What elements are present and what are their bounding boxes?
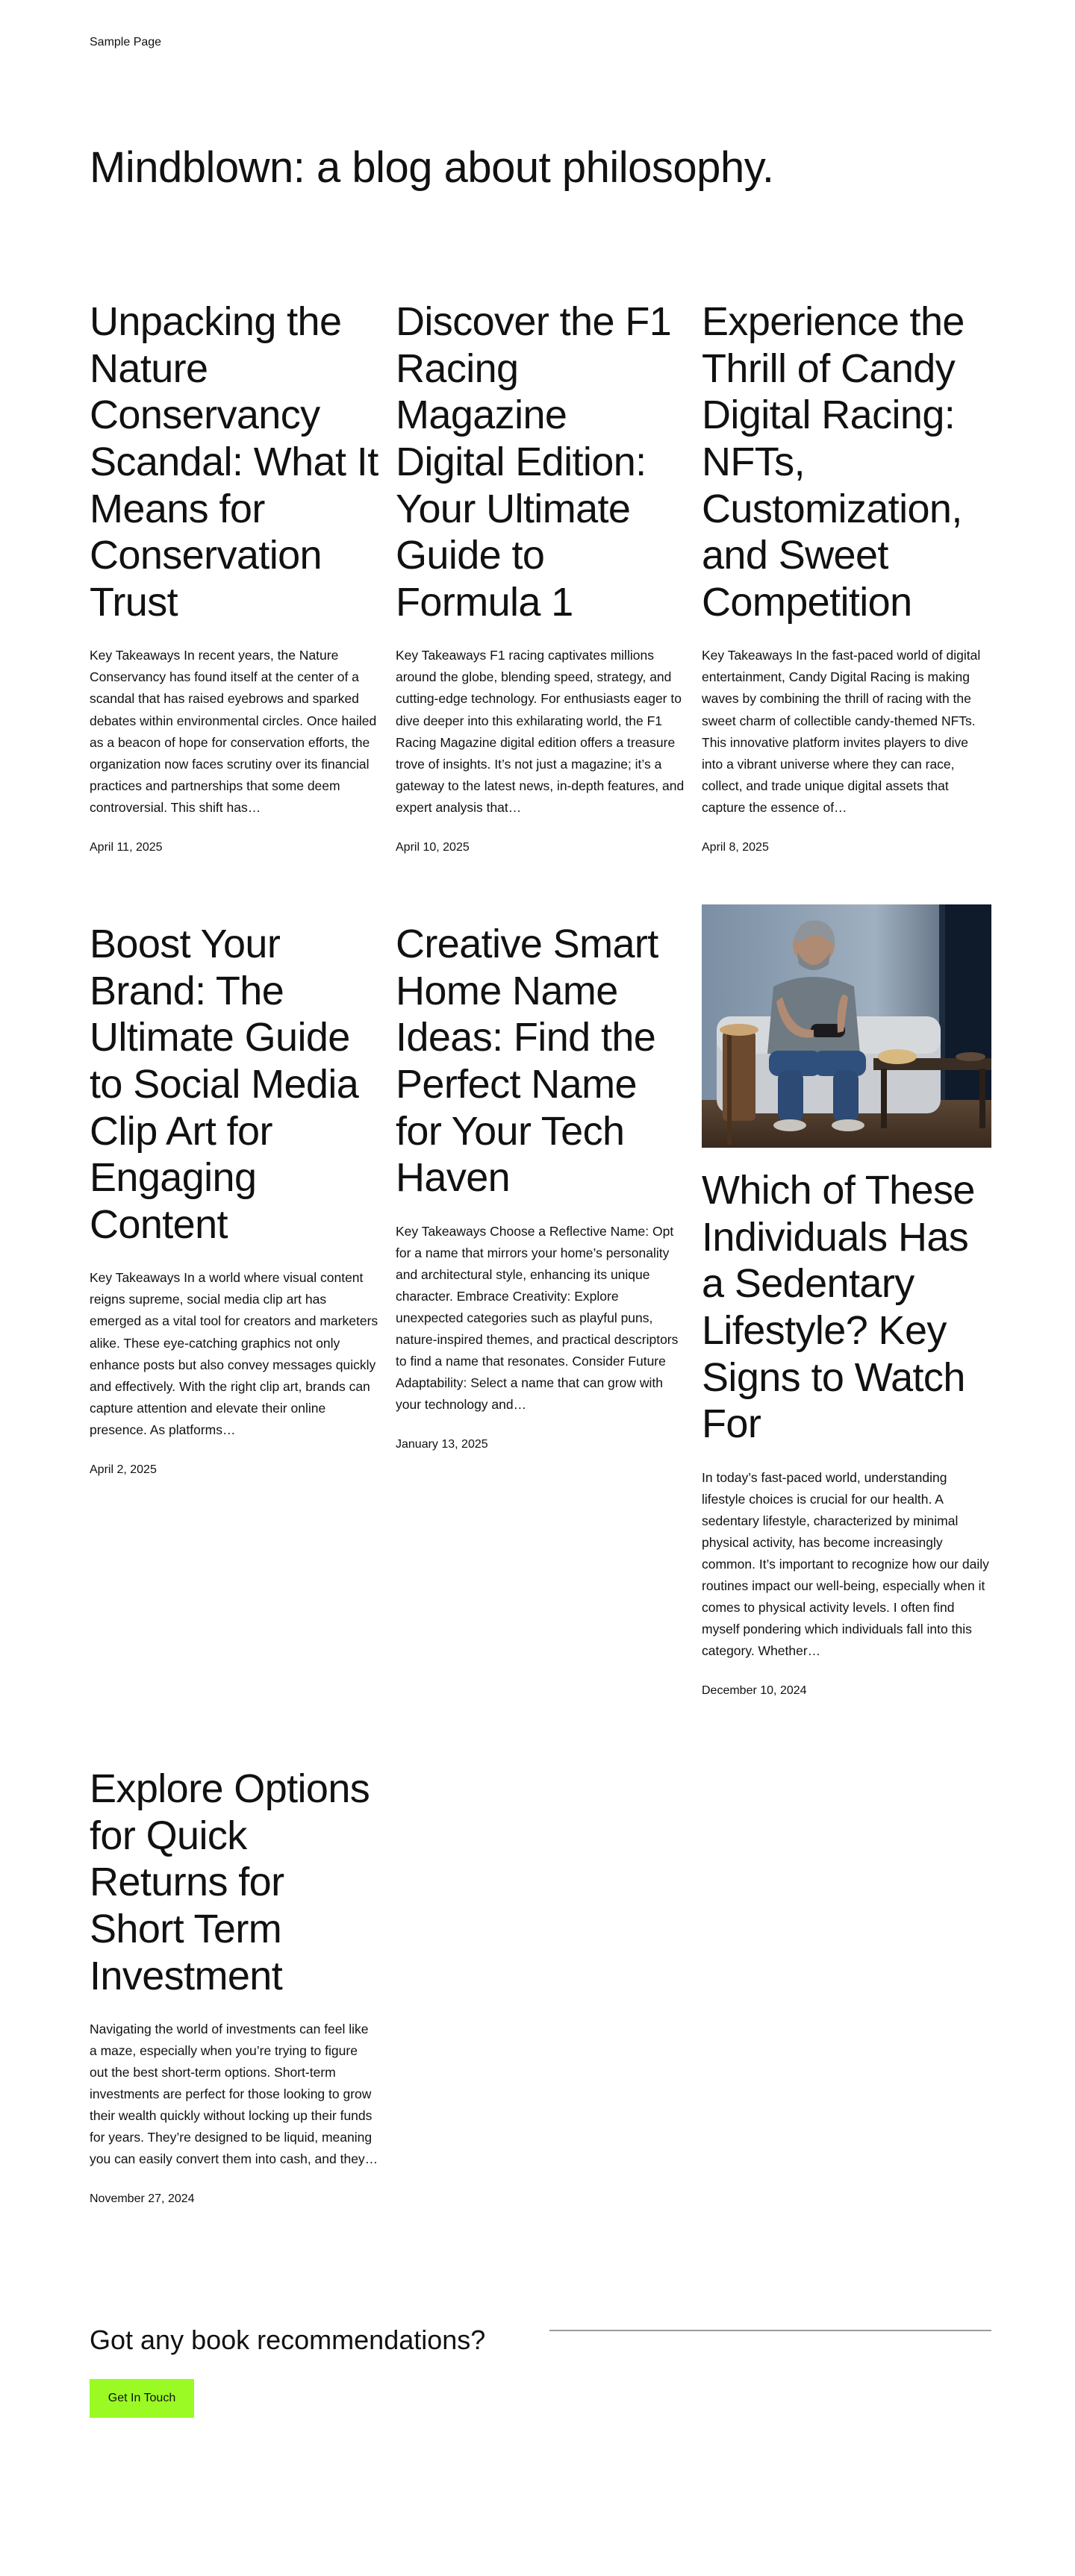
post-title-link[interactable]: Which of These Individuals Has a Sedentary Lifestyle? Key Signs to Watch For [702, 1168, 975, 1447]
post-excerpt: Key Takeaways Choose a Reflective Name: Opt for a name that mirrors your home’s personality and architectural style, enhancing its unique character. Embrace Creativity: Explore unexpected categories such as playful puns, nature-inspired themes, and practical descriptors to find a name that resonates. Consider Future Adaptability: Select a name that can grow with your technology and… [396, 1223, 679, 1413]
cta-title: Got any book recommendations? [90, 2325, 486, 2355]
post-title [702, 1167, 991, 1448]
cta-divider [549, 2330, 991, 2331]
post-excerpt: Navigating the world of investments can feel like a maze, especially when you’re trying to figure out the best short-term options. Short-term investments are perfect for those looking to grow their wealth quickly without locking up their funds for years. They’re designed to be liquid, meaning you can easily convert them into cash, and they… [90, 2022, 378, 2167]
post-date: April 11, 2025 [90, 840, 163, 854]
post-card [396, 298, 685, 854]
post-card [90, 921, 379, 1477]
post-card [396, 921, 685, 1451]
post-title [702, 298, 991, 625]
post-title-link[interactable]: Boost Your Brand: The Ultimate Guide to Social Media Clip Art for Engaging Content [90, 922, 359, 1247]
post-excerpt: Key Takeaways F1 racing captivates millions around the globe, blending speed, strategy, and cutting-edge technology. For enthusiasts eager to dive deeper into this exhilarating world, the F1 Racing Magazine digital edition offers a treasure trove of insights. It’s not just a magazine; it’s a gateway to the latest news, in-depth features, and expert analysis that… [396, 648, 685, 815]
post-excerpt: In today’s fast-paced world, understanding lifestyle choices is crucial for our health. A sedentary lifestyle, characterized by minimal physical activity, has become increasingly common. It’s important to recognize how our daily routines impact our well-being, especially when it comes to physical activity levels. I often find myself pondering which individuals fall into this category. Whether… [702, 1469, 989, 1659]
post-card [90, 298, 379, 854]
post-card [702, 298, 991, 854]
post-excerpt: Key Takeaways In a world where visual content reigns supreme, social media clip art has emerged as a vital tool for creators and marketers alike. These eye-catching graphics not only enhance posts but also convey messages quickly and effectively. With the right clip art, brands can capture attention and elevate their online presence. As platforms… [90, 1270, 378, 1437]
nav-link-sample-page[interactable]: Sample Page [90, 36, 162, 49]
post-title-link[interactable]: Creative Smart Home Name Ideas: Find the Perfect Name for Your Tech Haven [396, 922, 658, 1201]
post-title [90, 1766, 379, 1999]
post-featured-image[interactable] [702, 904, 991, 1148]
post-title-link[interactable]: Unpacking the Nature Conservancy Scandal: What It Means for Conservation Trust [90, 299, 378, 625]
post-date: November 27, 2024 [90, 2192, 195, 2206]
post-card [90, 1766, 379, 2206]
post-excerpt: Key Takeaways In the fast-paced world of digital entertainment, Candy Digital Racing is making waves by combining the thrill of racing with the sweet charm of collectible candy-themed NFTs. This innovative platform invites players to dive into a vibrant universe where they can race, collect, and trade unique digital assets that capture the essence of… [702, 648, 981, 815]
man-gaming-on-sofa-image [702, 904, 991, 1148]
post-title-link[interactable]: Explore Options for Quick Returns for Short Term Investment [90, 1766, 370, 1998]
post-date: April 10, 2025 [396, 840, 470, 854]
site-title: Mindblown: a blog about philosophy. [90, 143, 774, 192]
post-date: January 13, 2025 [396, 1438, 488, 1451]
post-title [396, 298, 685, 625]
post-date: April 8, 2025 [702, 840, 769, 854]
post-title [396, 921, 685, 1201]
post-date: April 2, 2025 [90, 1463, 157, 1476]
post-title-link[interactable]: Discover the F1 Racing Magazine Digital Edition: Your Ultimate Guide to Formula 1 [396, 299, 672, 625]
post-excerpt: Key Takeaways In recent years, the Nature Conservancy has found itself at the center of a scandal that has raised eyebrows and sparked debates within environmental circles. Once hailed as a beacon of hope for conservation efforts, the organization now faces scrutiny over its financial practices and partnerships that some deem controversial. This shift has… [90, 648, 377, 815]
post-title [90, 921, 379, 1248]
post-card [702, 904, 991, 1698]
post-date: December 10, 2024 [702, 1684, 807, 1698]
get-in-touch-button[interactable]: Get In Touch [90, 2379, 194, 2418]
post-title [90, 298, 379, 625]
post-title-link[interactable]: Experience the Thrill of Candy Digital Racing: NFTs, Customization, and Sweet Competition [702, 299, 965, 625]
